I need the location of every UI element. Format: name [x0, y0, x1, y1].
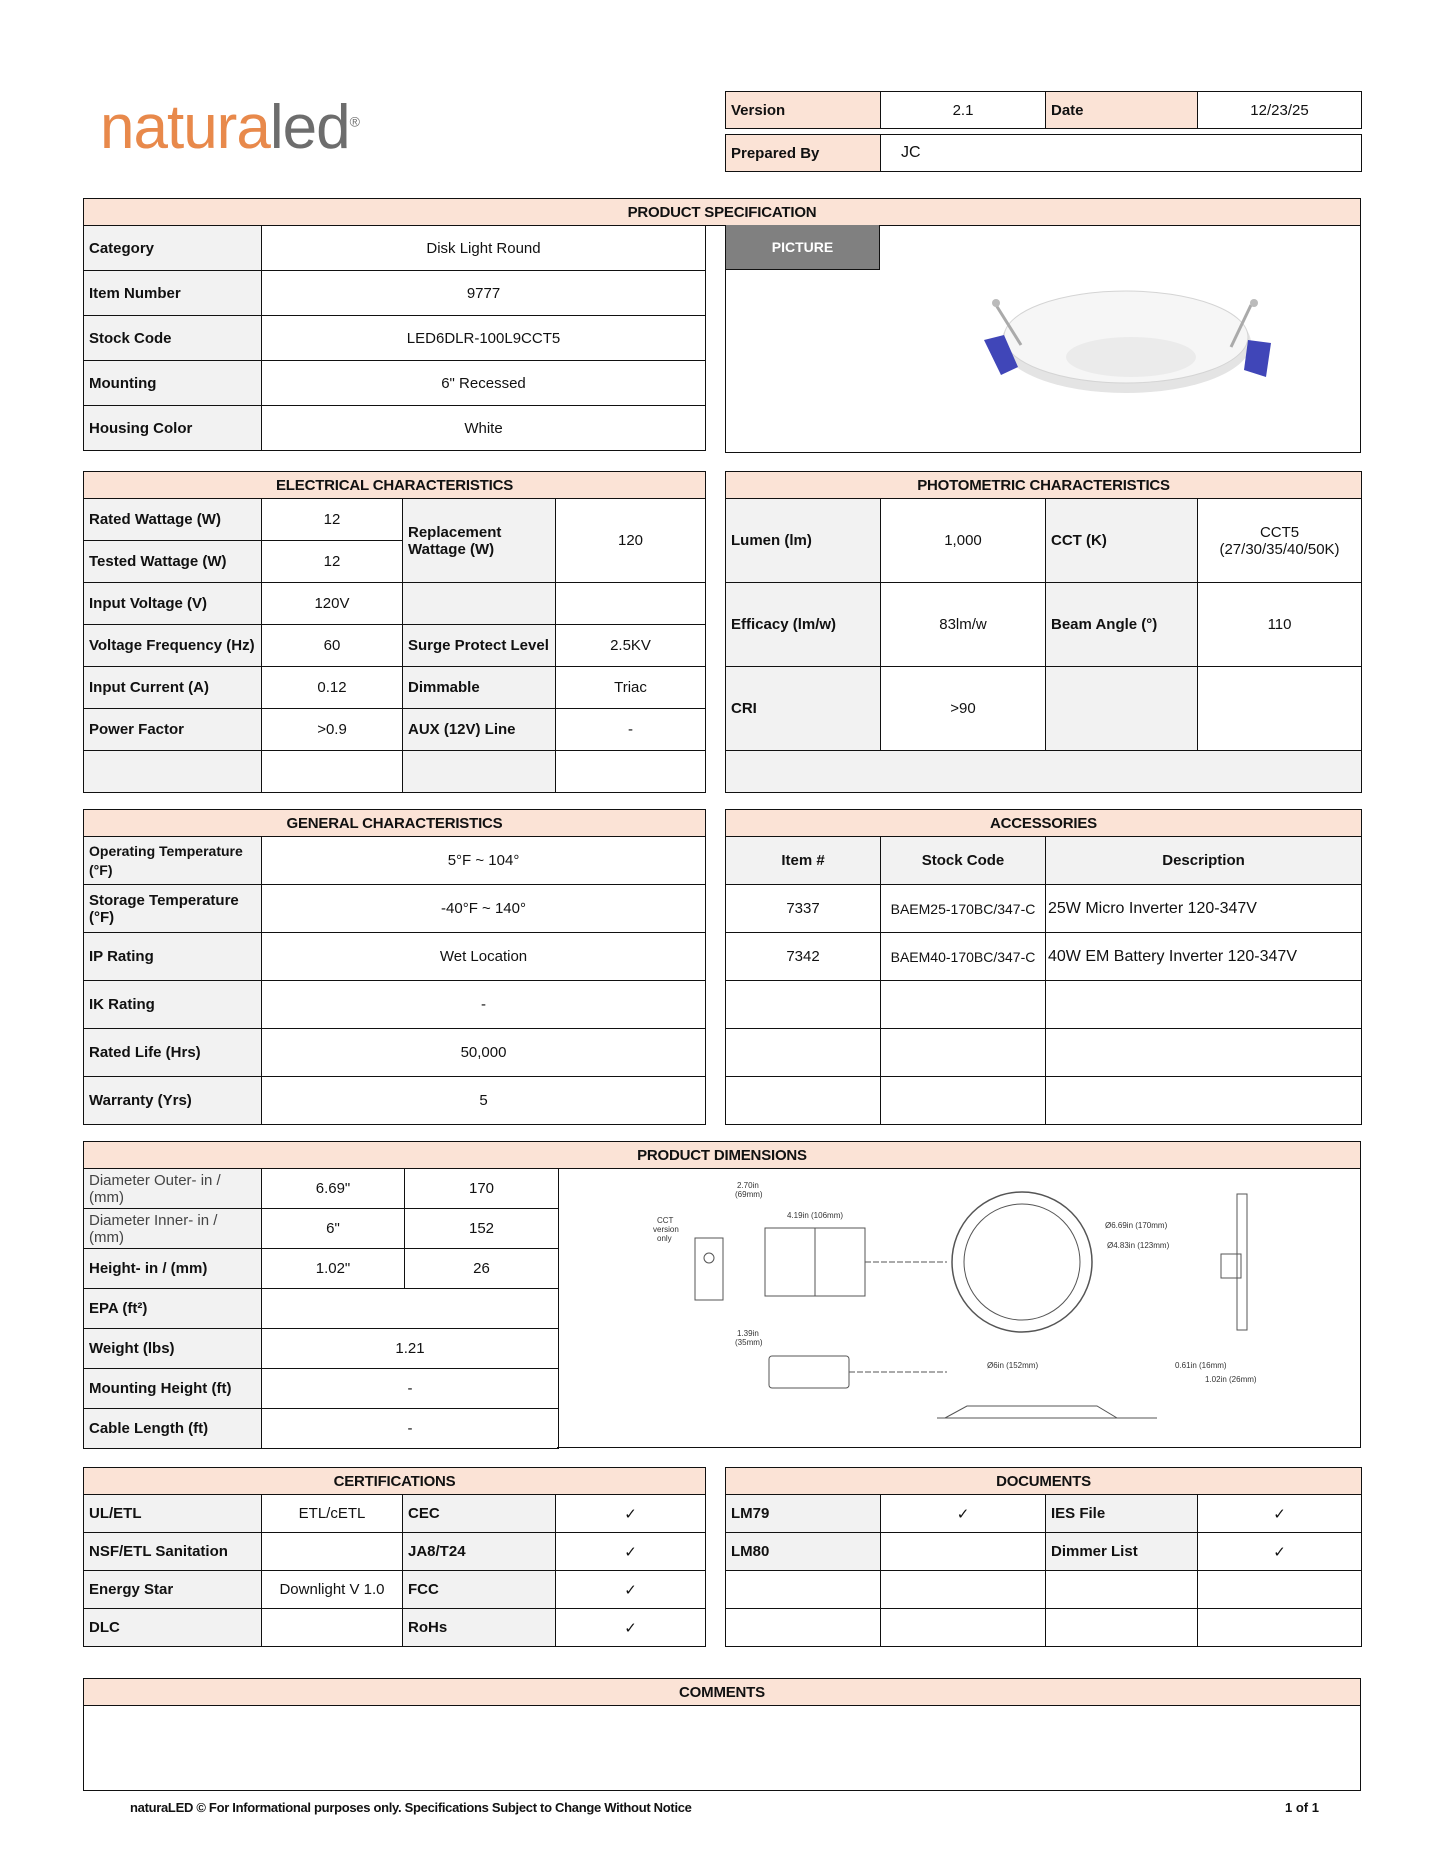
dimension-drawing-box: [557, 1168, 1361, 1448]
logo-text-led: led: [269, 93, 350, 162]
junction-box: [769, 1356, 849, 1388]
driver-knob: [704, 1253, 714, 1263]
surge-value: 2.5KV: [556, 625, 706, 667]
empty-cell: [84, 751, 262, 793]
empty-cell: [403, 583, 556, 625]
outer-diameter-mm: 170: [405, 1169, 559, 1209]
efficacy-label: Efficacy (lm/w): [726, 583, 881, 667]
tested-wattage-label: Tested Wattage (W): [84, 541, 262, 583]
frequency-value: 60: [262, 625, 403, 667]
general-table: [83, 809, 706, 1125]
picture-label: PICTURE: [726, 225, 880, 270]
spec-value: LED6DLR-100L9CCT5: [262, 316, 706, 361]
cec-check-icon: ✓: [556, 1495, 706, 1533]
input-voltage-value: 120V: [262, 583, 403, 625]
electrical-title: ELECTRICAL CHARACTERISTICS: [84, 472, 706, 499]
general-value: Wet Location: [262, 933, 706, 981]
cri-label: CRI: [726, 667, 881, 751]
accessory-desc: 25W Micro Inverter 120-347V: [1046, 885, 1362, 933]
empty-cell: [1198, 667, 1362, 751]
accessories-col-item: Item #: [726, 837, 881, 885]
dimension-drawing: [557, 1168, 1361, 1448]
accessory-code: BAEM25-170BC/347-C: [881, 885, 1046, 933]
empty-cell: [403, 751, 556, 793]
inner-diameter-mm: 152: [405, 1209, 559, 1249]
cct-note: only: [657, 1234, 672, 1243]
fcc-check-icon: ✓: [556, 1571, 706, 1609]
spec-value: Disk Light Round: [262, 226, 706, 271]
accessory-desc: 40W EM Battery Inverter 120-347V: [1046, 933, 1362, 981]
empty-cell: [1046, 667, 1198, 751]
date-value: 12/23/25: [1198, 92, 1362, 129]
cec-label: CEC: [403, 1495, 556, 1533]
empty-cell: [881, 1077, 1046, 1125]
accessories-table: [725, 809, 1362, 1125]
fixture-profile: [945, 1406, 1117, 1418]
general-value: 50,000: [262, 1029, 706, 1077]
empty-cell: [1198, 1609, 1362, 1647]
cable-length-value: -: [262, 1409, 559, 1449]
dimmable-label: Dimmable: [403, 667, 556, 709]
general-label: Operating Temperature (°F): [84, 837, 262, 885]
lm80-label: LM80: [726, 1533, 881, 1571]
clip-right: [1244, 340, 1271, 377]
lm80-value: [881, 1533, 1046, 1571]
dim-label: Ø6.69in (170mm): [1105, 1221, 1168, 1230]
efficacy-value: 83lm/w: [881, 583, 1046, 667]
spec-label: Item Number: [84, 271, 262, 316]
accessory-code: BAEM40-170BC/347-C: [881, 933, 1046, 981]
general-label: IK Rating: [84, 981, 262, 1029]
lm79-label: LM79: [726, 1495, 881, 1533]
mounting-height-value: -: [262, 1369, 559, 1409]
dimmer-list-label: Dimmer List: [1046, 1533, 1198, 1571]
rated-wattage-value: 12: [262, 499, 403, 541]
general-value: -: [262, 981, 706, 1029]
ies-label: IES File: [1046, 1495, 1198, 1533]
input-current-value: 0.12: [262, 667, 403, 709]
spec-label: Mounting: [84, 361, 262, 406]
spec-header: [83, 198, 1361, 226]
spec-label: Stock Code: [84, 316, 262, 361]
height-mm: 26: [405, 1249, 559, 1289]
cct-value-line2: (27/30/35/40/50K): [1219, 540, 1340, 558]
empty-cell: [1046, 1571, 1198, 1609]
energy-star-label: Energy Star: [84, 1571, 262, 1609]
version-value: 2.1: [881, 92, 1046, 129]
cct-note: CCT: [657, 1216, 674, 1225]
beam-angle-label: Beam Angle (°): [1046, 583, 1198, 667]
fcc-label: FCC: [403, 1571, 556, 1609]
accessory-item: 7342: [726, 933, 881, 981]
dlc-value: [262, 1609, 403, 1647]
empty-cell: [726, 1029, 881, 1077]
fixture-inner: [964, 1204, 1080, 1320]
lm79-check-icon: ✓: [881, 1495, 1046, 1533]
dim-label: 0.61in (16mm): [1175, 1361, 1227, 1370]
version-label: Version: [726, 92, 881, 129]
spec-title: PRODUCT SPECIFICATION: [84, 199, 1361, 226]
cct-note: version: [653, 1225, 679, 1234]
dim-label: Ø4.83in (123mm): [1107, 1241, 1170, 1250]
general-label: Storage Temperature (°F): [84, 885, 262, 933]
weight-label: Weight (lbs): [84, 1329, 262, 1369]
empty-cell: [726, 1571, 881, 1609]
input-current-label: Input Current (A): [84, 667, 262, 709]
fixture-side-clip: [1221, 1254, 1241, 1278]
ja8-check-icon: ✓: [556, 1533, 706, 1571]
dimensions-header: [83, 1141, 1361, 1169]
dim-label: Ø6in (152mm): [987, 1361, 1039, 1370]
cct-label: CCT (K): [1046, 499, 1198, 583]
picture-box: [725, 225, 1361, 453]
screw-right: [1250, 299, 1258, 307]
driver-side-view: [695, 1238, 723, 1300]
prepared-label: Prepared By: [726, 135, 881, 172]
rohs-label: RoHs: [403, 1609, 556, 1647]
documents-title: DOCUMENTS: [726, 1468, 1362, 1495]
empty-cell: [1046, 1609, 1198, 1647]
empty-cell: [881, 1571, 1046, 1609]
meta-table: [725, 91, 1362, 129]
fixture-side-plate: [1237, 1194, 1247, 1330]
rated-wattage-label: Rated Wattage (W): [84, 499, 262, 541]
empty-cell: [1198, 1571, 1362, 1609]
dimensions-title: PRODUCT DIMENSIONS: [84, 1142, 1361, 1169]
dimmable-value: Triac: [556, 667, 706, 709]
weight-value: 1.21: [262, 1329, 559, 1369]
date-label: Date: [1046, 92, 1198, 129]
logo-registered: ®: [349, 113, 359, 130]
logo-text-natura: natura: [100, 93, 270, 162]
general-value: -40°F ~ 140°: [262, 885, 706, 933]
general-title: GENERAL CHARACTERISTICS: [84, 810, 706, 837]
epa-value: [262, 1289, 559, 1329]
photometric-title: PHOTOMETRIC CHARACTERISTICS: [726, 472, 1362, 499]
general-label: Warranty (Yrs): [84, 1077, 262, 1125]
ul-etl-label: UL/ETL: [84, 1495, 262, 1533]
empty-cell: [556, 751, 706, 793]
epa-label: EPA (ft²): [84, 1289, 262, 1329]
dim-label: (35mm): [735, 1338, 763, 1347]
height-in: 1.02": [262, 1249, 405, 1289]
spec-table: [83, 225, 706, 451]
accessories-title: ACCESSORIES: [726, 810, 1362, 837]
beam-angle-value: 110: [1198, 583, 1362, 667]
prepared-table: [725, 134, 1362, 172]
rohs-check-icon: ✓: [556, 1609, 706, 1647]
dim-label: (69mm): [735, 1190, 763, 1199]
empty-cell: [881, 1609, 1046, 1647]
brand-logo: [100, 92, 359, 172]
aux-line-value: -: [556, 709, 706, 751]
dimmer-list-check-icon: ✓: [1198, 1533, 1362, 1571]
empty-cell: [262, 751, 403, 793]
replacement-wattage-value: 120: [556, 499, 706, 583]
spec-label: Category: [84, 226, 262, 271]
mounting-height-label: Mounting Height (ft): [84, 1369, 262, 1409]
comments-body: [84, 1706, 1361, 1791]
cct-value: [1198, 499, 1362, 583]
cable-length-label: Cable Length (ft): [84, 1409, 262, 1449]
empty-cell: [881, 981, 1046, 1029]
surge-label: Surge Protect Level: [403, 625, 556, 667]
accessories-col-code: Stock Code: [881, 837, 1046, 885]
empty-cell: [1046, 1029, 1362, 1077]
electrical-table: [83, 471, 706, 793]
spec-value: White: [262, 406, 706, 451]
input-voltage-label: Input Voltage (V): [84, 583, 262, 625]
replacement-wattage-label: Replacement Wattage (W): [403, 499, 556, 583]
accessory-item: 7337: [726, 885, 881, 933]
photometric-table: [725, 471, 1362, 793]
empty-cell: [881, 1029, 1046, 1077]
tested-wattage-value: 12: [262, 541, 403, 583]
lumen-value: 1,000: [881, 499, 1046, 583]
general-label: Rated Life (Hrs): [84, 1029, 262, 1077]
general-value: 5: [262, 1077, 706, 1125]
empty-cell: [726, 981, 881, 1029]
frequency-label: Voltage Frequency (Hz): [84, 625, 262, 667]
outer-diameter-label: Diameter Outer- in / (mm): [84, 1169, 262, 1209]
certifications-table: [83, 1467, 706, 1647]
energy-star-value: Downlight V 1.0: [262, 1571, 403, 1609]
general-value: 5°F ~ 104°: [262, 837, 706, 885]
ies-check-icon: ✓: [1198, 1495, 1362, 1533]
power-factor-value: >0.9: [262, 709, 403, 751]
general-label: IP Rating: [84, 933, 262, 981]
comments-table: [83, 1678, 1361, 1791]
spec-label: Housing Color: [84, 406, 262, 451]
spec-value: 6" Recessed: [262, 361, 706, 406]
cri-value: >90: [881, 667, 1046, 751]
dim-label: 1.39in: [737, 1329, 759, 1338]
disk-lens: [1066, 337, 1196, 377]
dim-label: 4.19in (106mm): [787, 1211, 844, 1220]
screw-left: [992, 299, 1000, 307]
empty-cell: [1046, 981, 1362, 1029]
accessories-col-desc: Description: [1046, 837, 1362, 885]
dim-label: 1.02in (26mm): [1205, 1375, 1257, 1384]
power-factor-label: Power Factor: [84, 709, 262, 751]
cct-value-line1: CCT5: [1259, 523, 1300, 541]
prepared-value: JC: [881, 135, 1362, 172]
ja8-label: JA8/T24: [403, 1533, 556, 1571]
empty-cell: [556, 583, 706, 625]
nsf-value: [262, 1533, 403, 1571]
fixture-outer: [952, 1192, 1092, 1332]
empty-cell: [726, 751, 1362, 793]
page-number: 1 of 1: [1285, 1800, 1319, 1815]
empty-cell: [1046, 1077, 1362, 1125]
documents-table: [725, 1467, 1362, 1647]
inner-diameter-label: Diameter Inner- in / (mm): [84, 1209, 262, 1249]
dim-label: 2.70in: [737, 1181, 759, 1190]
empty-cell: [726, 1609, 881, 1647]
height-label: Height- in / (mm): [84, 1249, 262, 1289]
certifications-title: CERTIFICATIONS: [84, 1468, 706, 1495]
spec-value: 9777: [262, 271, 706, 316]
outer-diameter-in: 6.69": [262, 1169, 405, 1209]
comments-title: COMMENTS: [84, 1679, 1361, 1706]
dimensions-table: [83, 1168, 559, 1449]
dlc-label: DLC: [84, 1609, 262, 1647]
lumen-label: Lumen (lm): [726, 499, 881, 583]
aux-line-label: AUX (12V) Line: [403, 709, 556, 751]
product-photo: [926, 275, 1326, 425]
ul-etl-value: ETL/cETL: [262, 1495, 403, 1533]
empty-cell: [726, 1077, 881, 1125]
footer-note: naturaLED © For Informational purposes only. Specifications Subject to Change Without Notice: [130, 1800, 692, 1815]
nsf-label: NSF/ETL Sanitation: [84, 1533, 262, 1571]
inner-diameter-in: 6": [262, 1209, 405, 1249]
